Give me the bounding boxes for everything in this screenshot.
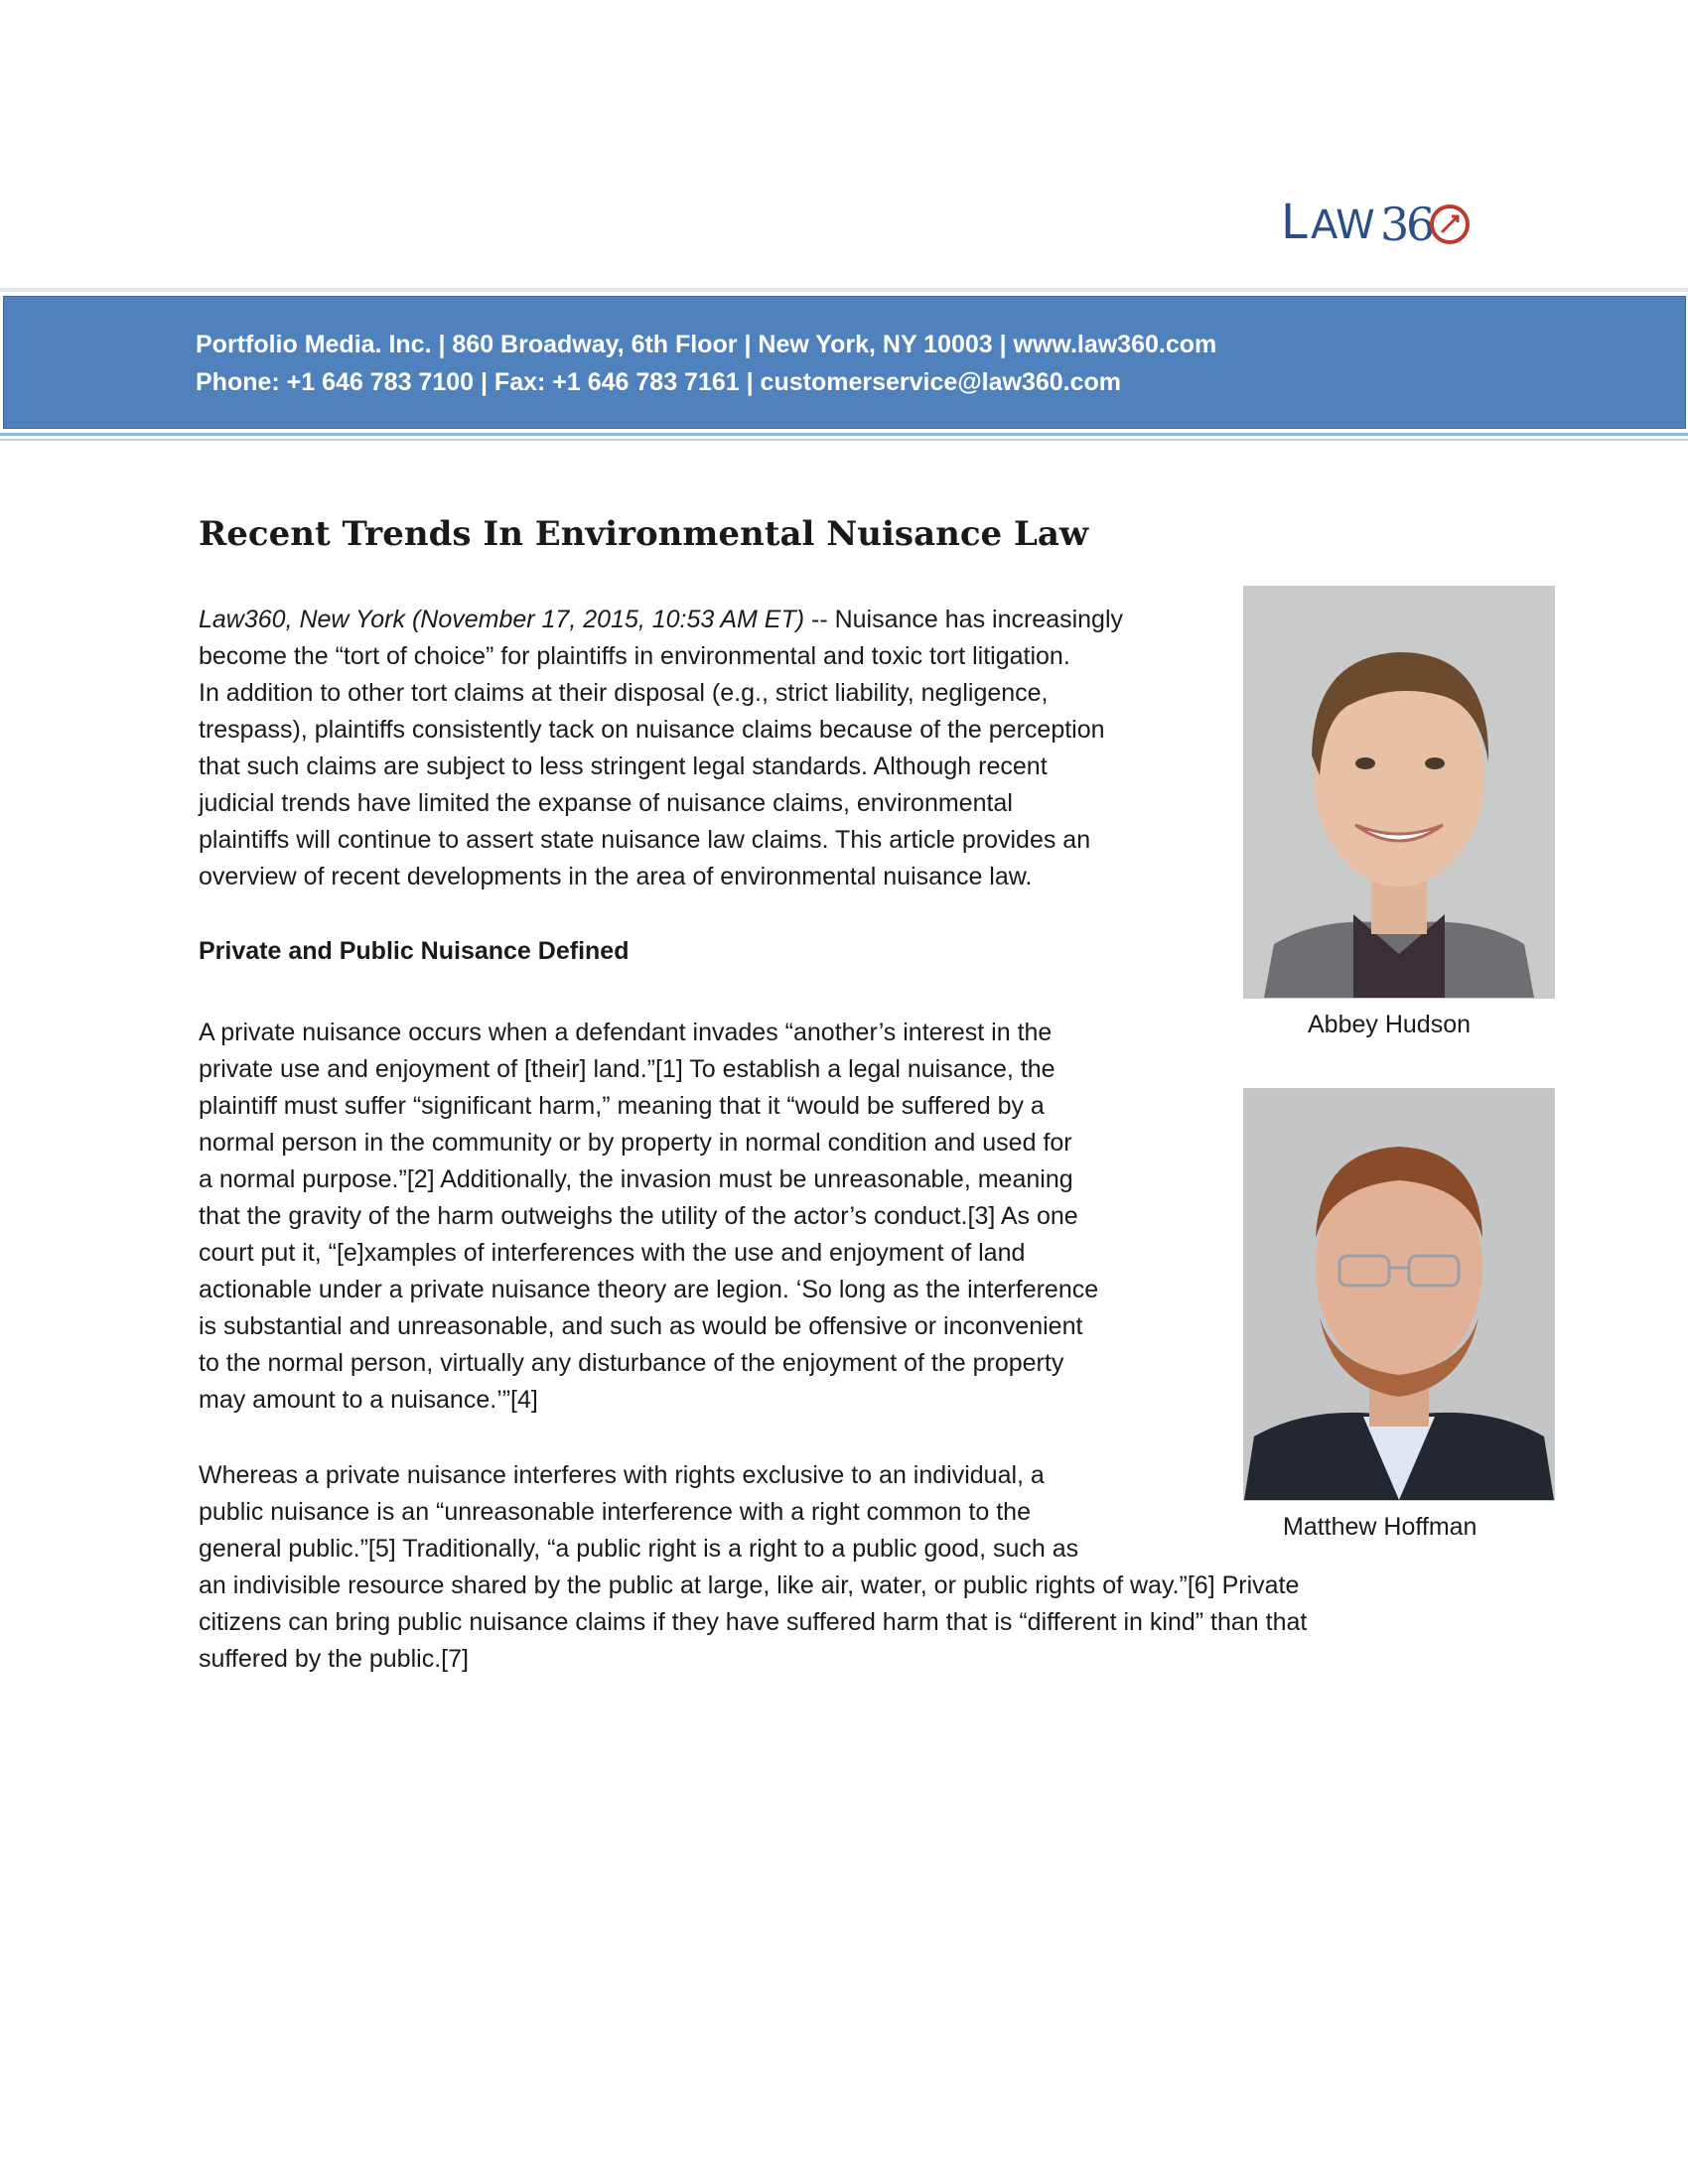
- body-line: plaintiff must suffer “significant harm,” meaning that it “would be suffered by a: [199, 1092, 1045, 1120]
- intro-line: trespass), plaintiffs consistently tack on nuisance claims because of the perception: [199, 716, 1105, 744]
- contact-phone-line: Phone: +1 646 783 7100 | Fax: +1 646 783 7161 | customerservice@law360.com: [196, 368, 1122, 396]
- body-line: suffered by the public.[7]: [199, 1645, 469, 1673]
- author-portrait: [1244, 587, 1554, 998]
- private-nuisance-paragraph: [199, 1015, 1098, 1419]
- intro-line: judicial trends have limited the expanse of nuisance claims, environmental: [199, 789, 1013, 817]
- body-line: to the normal person, virtually any disturbance of the enjoyment of the property: [199, 1349, 1064, 1377]
- header-bottom-rule-light: [0, 439, 1688, 441]
- intro-line: -- Nuisance has increasingly: [804, 606, 1124, 633]
- intro-line: become the “tort of choice” for plaintiffs in environmental and toxic tort litigation.: [199, 642, 1070, 670]
- law360-logo-mark: [1281, 187, 1479, 256]
- body-line: may amount to a nuisance.’”[4]: [199, 1386, 538, 1414]
- header-band: [3, 296, 1686, 429]
- author-name-caption: Abbey Hudson: [1308, 1011, 1472, 1038]
- body-line: normal person in the community or by property in normal condition and used for: [199, 1129, 1072, 1157]
- svg-text:3: 3: [1380, 198, 1410, 251]
- svg-text:L: L: [1281, 195, 1308, 250]
- author-portrait: [1244, 1089, 1554, 1500]
- author-name-caption: Matthew Hoffman: [1283, 1513, 1477, 1541]
- body-line: court put it, “[e]xamples of interferences with the use and enjoyment of land: [199, 1239, 1026, 1267]
- intro-line: plaintiffs will continue to assert state nuisance law claims. This article provides an: [199, 826, 1091, 854]
- svg-text:AW: AW: [1311, 203, 1375, 248]
- intro-line: that such claims are subject to less stringent legal standards. Although recent: [199, 752, 1048, 780]
- header-top-rule: [0, 288, 1688, 292]
- body-line: public nuisance is an “unreasonable interference with a right common to the: [199, 1498, 1031, 1526]
- contact-address-line: Portfolio Media. Inc. | 860 Broadway, 6th Floor | New York, NY 10003 | www.law360.com: [196, 331, 1217, 358]
- body-line: an indivisible resource shared by the public at large, like air, water, or public rights of way.”[6] Private: [199, 1571, 1300, 1599]
- author-photo-matthew-hoffman: [1243, 1088, 1555, 1501]
- intro-paragraph: [199, 602, 1123, 895]
- public-nuisance-paragraph: [199, 1457, 1307, 1678]
- author-photo-abbey-hudson: [1243, 586, 1555, 999]
- body-line: that the gravity of the harm outweighs the utility of the actor’s conduct.[3] As one: [199, 1202, 1078, 1230]
- body-line: actionable under a private nuisance theory are legion. ‘So long as the interference: [199, 1276, 1099, 1303]
- law360-logo: [1281, 187, 1479, 256]
- body-line: citizens can bring public nuisance claims if they have suffered harm that is “different in kind” than that: [199, 1608, 1308, 1636]
- header-bottom-rule: [0, 433, 1688, 436]
- intro-line: In addition to other tort claims at their disposal (e.g., strict liability, negligence,: [199, 679, 1049, 707]
- body-line: general public.”[5] Traditionally, “a public right is a right to a public good, such as: [199, 1535, 1079, 1563]
- body-line: a normal purpose.”[2] Additionally, the invasion must be unreasonable, meaning: [199, 1165, 1073, 1193]
- body-line: A private nuisance occurs when a defendant invades “another’s interest in the: [199, 1019, 1053, 1046]
- section-heading: Private and Public Nuisance Defined: [199, 937, 630, 965]
- svg-text:6: 6: [1406, 198, 1436, 251]
- body-line: Whereas a private nuisance interferes with rights exclusive to an individual, a: [199, 1461, 1045, 1489]
- body-line: private use and enjoyment of [their] land.”[1] To establish a legal nuisance, the: [199, 1055, 1055, 1083]
- body-line: is substantial and unreasonable, and such as would be offensive or inconvenient: [199, 1312, 1083, 1340]
- dateline: Law360, New York (November 17, 2015, 10:53 AM ET): [199, 606, 805, 633]
- article-title: Recent Trends In Environmental Nuisance Law: [199, 514, 1089, 554]
- intro-line: overview of recent developments in the area of environmental nuisance law.: [199, 863, 1033, 890]
